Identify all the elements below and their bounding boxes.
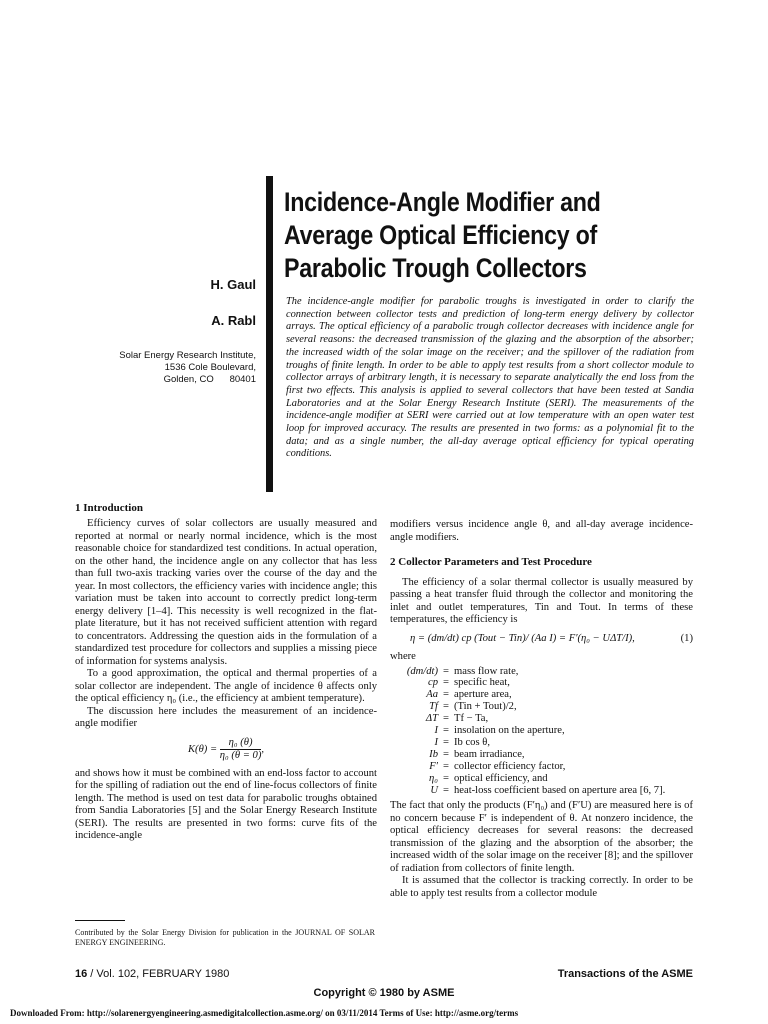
title-rule [266,176,273,492]
definition-text: mass flow rate, [454,665,519,677]
intro-continuation: modifiers versus incidence angle θ, and all-day average incidence-angle modifiers. [390,519,693,543]
definition-row [390,689,693,701]
intro-paragraph-3: The discussion here includes the measurement of an incidence-angle modifier [75,705,377,729]
section-2-paragraph-3: It is assumed that the collector is tracking correctly. In order to be able to apply test results from a collector module [390,875,693,899]
definition-symbol: cp [428,677,438,689]
title-line-2: Average Optical Efficiency of [284,220,597,250]
definition-equals: = [443,784,449,796]
definition-symbol: Tf [429,701,438,713]
title-line-3: Parabolic Trough Collectors [284,253,587,283]
eq1-numerator: η₀ (θ) [220,737,262,750]
definition-symbol: (dm/dt) [406,665,438,677]
definition-symbol: U [430,784,438,796]
definition-equals: = [443,748,449,760]
copyright-line: Copyright © 1980 by ASME [313,987,455,999]
definition-row [390,749,693,761]
affiliation-line-3: Golden, CO 80401 [163,374,256,385]
section-2-paragraph-1: The efficiency of a solar thermal collector is usually measured by passing a heat transfer fluid through the collector and monitoring the inlet and outlet temperatures, Tin and Tout. In terms of these temperatures, the efficiency is [390,576,693,625]
eq1-tail: , [261,743,265,755]
definition-text: beam irradiance, [454,748,525,760]
affiliation-line-1: Solar Energy Research Institute, [119,350,256,361]
definition-row [390,725,693,737]
definition-equals: = [443,689,449,701]
definition-text: collector efficiency factor, [454,760,566,772]
definition-equals: = [443,760,449,772]
definition-row [390,761,693,773]
page-footer-left [75,968,229,980]
definition-text: Tf − Ta, [454,713,489,725]
eq1-fraction [219,736,265,762]
definition-text: optical efficiency, and [454,772,548,784]
definition-symbol: I [434,736,438,748]
footnote: Contributed by the Solar Energy Division for publication in the JOURNAL OF SOLAR ENERGY ENGINEERING. [75,928,375,947]
affiliation [119,350,256,386]
abstract: The incidence-angle modifier for parabolic troughs is investigated in order to clarify the connection between collector tests and prediction of long-term energy delivery by collector arrays. The optical efficiency of a parabolic trough collector decreases with incidence angle for several reasons: the decreased transmission of the glazing and the absorption of the absorber; the increased width of the solar image on the receiver; and the spillover of the radiation from troughs of finite length. In order to be able to apply test results from a short collector module to collector arrays of arbitrary length, it is necessary to separate analytically the end loss from the first two effects. This analysis is applied to several collectors that have been tested at Sandia Laboratories and at the Solar Energy Research Institute (SERI). The measurements of the incidence-angle modifier at SERI were carried out at low temperature with an open water test loop for improved accuracy. The results are presented in two forms: as a polynomial fit to the data; and as a single number, the all-day average optical efficiency for typical operating conditions. [286,296,694,460]
author-gaul: H. Gaul [210,277,256,292]
definition-equals: = [443,701,449,713]
eq2-number: (1) [680,632,693,644]
definition-row [390,713,693,725]
definition-text: specific heat, [454,677,510,689]
right-column [390,519,693,900]
definition-symbol: Aa [426,689,438,701]
definition-equals: = [443,677,449,689]
definition-row [390,737,693,749]
definition-equals: = [443,772,449,784]
eq1-denominator: η₀ (θ = 0) [219,749,262,761]
definition-equals: = [443,665,449,677]
section-2-paragraph-2: The fact that only the products (F′η₀) and (F′U) are measured here is of no concern because F′ is independent of θ. At nonzero incidence, the optical efficiency decreases for several reasons: the decreased transmission of the glazing and the absorption of the absorber; the increased width of the solar image on the receiver [8]; and the spillover of radiation from collectors of finite length. [390,800,693,874]
intro-paragraph-1: Efficiency curves of solar collectors are usually measured and reported at normal or nearly normal incidence, which is the most reasonable choice for standardized test conditions. In actual operation, on the other hand, the incidence angle on any collector that has less than full two-axis tracking varies over the course of the day and the year. In most collectors, the efficiency varies with incidence angle; this variation must be taken into account to correctly predict long-term energy delivery [1–4]. This necessity is well recognized in the flat-plate literature, but it has not received sufficient attention with regard to concentrators. Addressing the question aids in the formulation of a standardized test procedure for collectors and supplies a missing piece of information for systems analysis. [75,518,377,667]
article-title [284,186,662,285]
symbol-definitions [390,666,693,797]
definition-text: heat-loss coefficient based on aperture area [6, 7]. [454,784,666,796]
definition-symbol: F′ [429,760,438,772]
where-label: where [390,651,416,662]
eq1-lhs: K(θ) = [187,743,218,755]
definition-row [390,701,693,713]
equation-efficiency [390,633,693,646]
intro-paragraph-4: and shows how it must be combined with an end-loss factor to account for the spilling of radiation out the end of line-focus collectors of finite length. The method is used on test data for parabolic troughs obtained from Sandia Laboratories [5] and the Solar Energy Research Institute (SERI). The results are presented in two forms: curve fits of the incidence-angle [75,767,377,841]
definition-text: aperture area, [454,689,512,701]
definition-symbol: I [434,725,438,737]
definition-row [390,785,693,797]
definition-symbol: η₀ [429,772,438,784]
definition-text: Ib cos θ, [454,736,490,748]
volume-date: / Vol. 102, FEBRUARY 1980 [87,968,230,980]
author-rabl: A. Rabl [211,313,256,328]
definition-row [390,677,693,689]
left-column [75,518,377,843]
title-line-1: Incidence-Angle Modifier and [284,187,601,217]
journal-name: Transactions of the ASME [557,968,693,980]
definition-text: insolation on the aperture, [454,725,565,737]
definition-symbol: ΔT [425,713,438,725]
section-2-heading: 2 Collector Parameters and Test Procedure [390,556,592,568]
definition-row [390,773,693,785]
equation-k-theta [75,737,377,762]
section-1-heading: 1 Introduction [75,502,143,514]
footnote-rule [75,920,125,921]
affiliation-line-2: 1536 Cole Boulevard, [164,362,256,373]
definition-text: (Tin + Tout)/2, [454,701,517,713]
definition-symbol: Ib [429,748,438,760]
definition-equals: = [443,725,449,737]
definition-equals: = [443,736,449,748]
definition-row [390,666,693,678]
eq2-body: η = (dm/dt) cp (Tout − Tin)/ (Aa I) = F′(η₀ − UΔT/I), [410,632,635,644]
download-notice: Downloaded From: http://solarenergyengineering.asmedigitalcollection.asme.org/ on 03/11/2014 Terms of Use: http://asme.org/terms [10,1008,519,1018]
intro-paragraph-2: To a good approximation, the optical and thermal properties of a solar collector are independent. The angle of incidence θ affects only the optical efficiency η₀ (i.e., the efficiency at ambient temperature). [75,668,377,704]
definition-equals: = [443,713,449,725]
page-number: 16 [75,968,88,980]
